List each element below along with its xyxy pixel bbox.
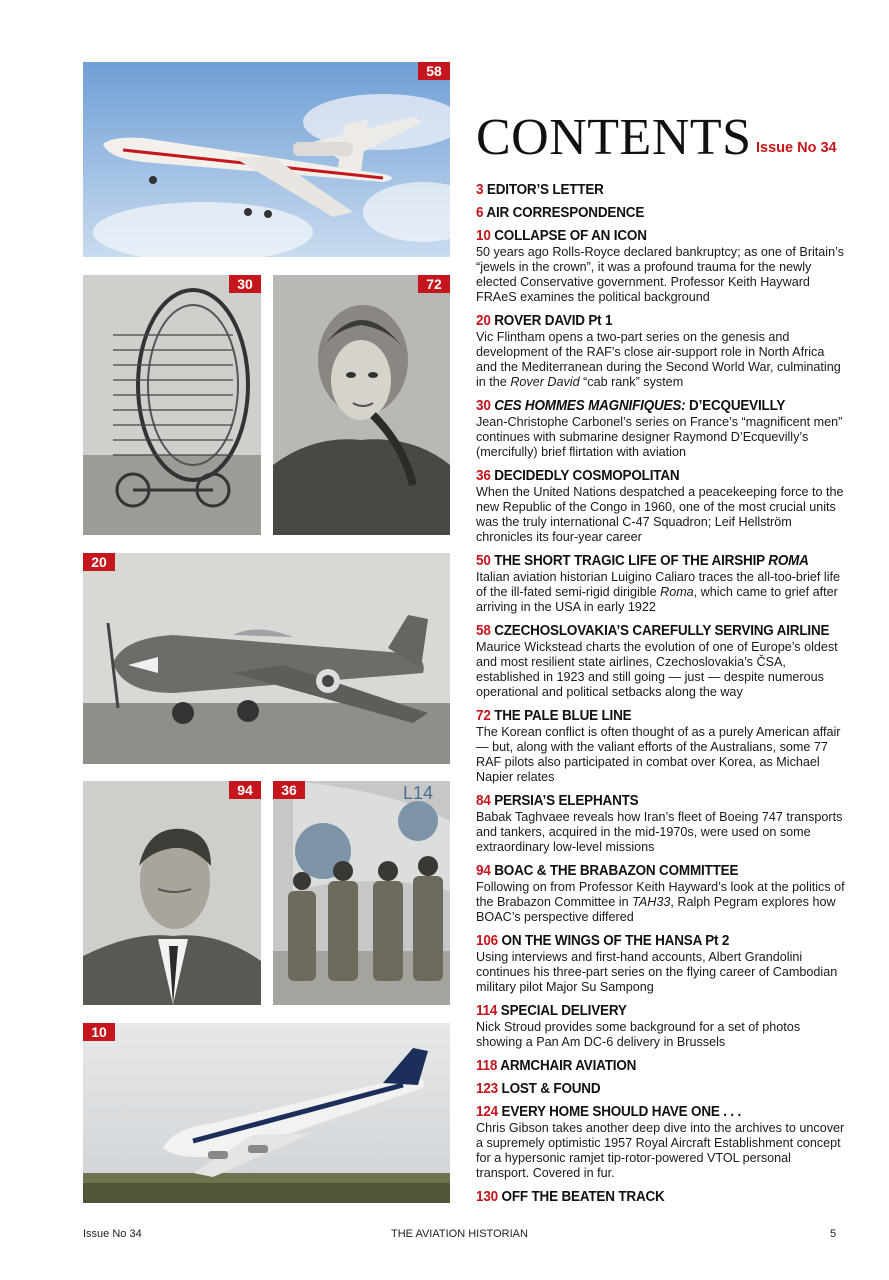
entry-page: 10	[476, 228, 491, 244]
entry-page: 72	[476, 708, 491, 724]
entry-description: Italian aviation historian Luigino Caliaro traces the all-too-brief life of the ill-fated semi-rigid dirigible Roma, which came to grief after arriving in the USA in early 1922	[476, 570, 841, 614]
photo-page-badge: 30	[229, 275, 261, 293]
toc-entry[interactable]	[476, 1189, 846, 1206]
toc-entry[interactable]	[476, 933, 846, 995]
jumbo-jet-photo	[83, 1023, 450, 1203]
entry-page: 124	[476, 1104, 498, 1120]
entry-description: When the United Nations despatched a peacekeeping force to the new Republic of the Congo in 1960, one of the most crucial units was the truly international C-47 Squadron; Leif Hellström chronicles its four-year career	[476, 485, 844, 544]
toc-entry[interactable]	[476, 1003, 846, 1050]
table-of-contents	[476, 182, 846, 1212]
photo-page-badge: 20	[83, 553, 115, 571]
toc-entry[interactable]	[476, 1104, 846, 1181]
svg-text:L14: L14	[403, 783, 434, 803]
entry-description: Babak Taghvaee reveals how Iran’s fleet of Boeing 747 transports and tankers, acquired in the mid-1970s, were used on some extraordinary low-level missions	[476, 810, 843, 854]
entry-title: CZECHOSLOVAKIA’S CAREFULLY SERVING AIRLINE	[494, 623, 830, 639]
entry-page: 130	[476, 1189, 498, 1205]
man-portrait-photo	[83, 781, 261, 1005]
entry-description: Chris Gibson takes another deep dive into the archives to uncover a supremely optimistic 1957 Royal Aircraft Establishment concept for a hypersonic ramjet tip-rotor-powered VTOL personal transport. Covered in fur.	[476, 1121, 845, 1180]
toc-entry[interactable]	[476, 1081, 846, 1098]
toc-entry[interactable]	[476, 468, 846, 545]
toc-entry[interactable]	[476, 228, 846, 305]
entry-title-italic: ROMA	[768, 553, 809, 569]
entry-page: 123	[476, 1081, 498, 1097]
toc-entry[interactable]	[476, 863, 846, 925]
entry-description: Following on from Professor Keith Hayward’s look at the politics of the Brabazon Committee in TAH33, Ralph Pegram explores how BOAC’s perspective differed	[476, 880, 845, 924]
footer-issue: Issue No 34	[83, 1228, 142, 1240]
entry-title: ON THE WINGS OF THE HANSA Pt 2	[501, 933, 730, 949]
toc-entry[interactable]	[476, 708, 846, 785]
toc-entry[interactable]	[476, 205, 846, 222]
entry-page: 106	[476, 933, 498, 949]
entry-description: Maurice Wickstead charts the evolution of one of Europe’s oldest and most resilient state airlines, Czechoslovakia’s ČSA, established in 1923 and still going — just — despite numerous operational and political setbacks along the way	[476, 640, 838, 699]
toc-entry[interactable]	[476, 553, 846, 615]
entry-title: PERSIA’S ELEPHANTS	[494, 793, 639, 809]
page-title: CONTENTS	[476, 109, 752, 166]
entry-description: Vic Flintham opens a two-part series on the genesis and development of the RAF’s close air-support role in North Africa and the Mediterranean during the Second World War, culminating in the Rover David “cab rank” system	[476, 330, 841, 389]
photo-page-badge: 58	[418, 62, 450, 80]
footer-publication: THE AVIATION HISTORIAN	[391, 1228, 528, 1240]
photo-page-badge: 72	[418, 275, 450, 293]
submarine-contraption-photo	[83, 275, 261, 535]
photo-page-badge: 94	[229, 781, 261, 799]
entry-title: SPECIAL DELIVERY	[500, 1003, 627, 1019]
entry-page: 84	[476, 793, 491, 809]
toc-entry[interactable]	[476, 398, 846, 460]
entry-description: Using interviews and first-hand accounts, Albert Grandolini continues his three-part series on the flying career of Cambodian military pilot Major Su Sampong	[476, 950, 838, 994]
toc-entry[interactable]	[476, 793, 846, 855]
entry-page: 50	[476, 553, 491, 569]
issue-label: Issue No 34	[756, 140, 837, 156]
entry-title: COLLAPSE OF AN ICON	[494, 228, 647, 244]
entry-title: EVERY HOME SHOULD HAVE ONE . . .	[501, 1104, 742, 1120]
entry-page: 30	[476, 398, 491, 414]
pilot-portrait-photo	[273, 275, 450, 535]
toc-entry[interactable]	[476, 623, 846, 700]
entry-page: 36	[476, 468, 491, 484]
entry-title: LOST & FOUND	[501, 1081, 601, 1097]
entry-description: 50 years ago Rolls-Royce declared bankruptcy; as one of Britain’s “jewels in the crown”, it was a profound trauma for the newly elected Conservative government. Professor Keith Hayward FRAeS examines the political background	[476, 245, 844, 304]
toc-entry[interactable]	[476, 313, 846, 390]
entry-title: THE PALE BLUE LINE	[494, 708, 632, 724]
entry-page: 6	[476, 205, 484, 221]
photo-page-badge: 10	[83, 1023, 115, 1041]
entry-description: Jean-Christophe Carbonel’s series on France’s “magnificent men” continues with submarine designer Raymond D’Ecquevilly’s (mercifully) brief flirtation with aviation	[476, 415, 843, 459]
entry-title: EDITOR’S LETTER	[486, 182, 604, 198]
entry-page: 3	[476, 182, 484, 198]
fighter-aircraft-photo	[83, 553, 450, 764]
entry-title: D’ECQUEVILLY	[685, 398, 786, 414]
entry-page: 94	[476, 863, 491, 879]
entry-description: The Korean conflict is often thought of as a purely American affair — but, along with the valiant efforts of the Australians, some 77 RAF pilots also participated in combat over Korea, as Michael Napier relates	[476, 725, 841, 784]
toc-entry[interactable]	[476, 182, 846, 199]
un-crew-photo	[273, 781, 450, 1005]
entry-page: 114	[476, 1003, 498, 1019]
entry-title: ARMCHAIR AVIATION	[500, 1058, 637, 1074]
airliner-photo	[83, 62, 450, 257]
entry-page: 118	[476, 1058, 498, 1074]
entry-title: DECIDEDLY COSMOPOLITAN	[494, 468, 680, 484]
entry-page: 58	[476, 623, 491, 639]
entry-title: AIR CORRESPONDENCE	[486, 205, 645, 221]
entry-title-italic: CES HOMMES MAGNIFIQUES:	[494, 398, 686, 414]
footer-page-number: 5	[830, 1228, 837, 1240]
entry-description: Nick Stroud provides some background for a set of photos showing a Pan Am DC-6 delivery in Brussels	[476, 1020, 801, 1049]
entry-title: THE SHORT TRAGIC LIFE OF THE AIRSHIP	[494, 553, 769, 569]
photo-page-badge: 36	[273, 781, 305, 799]
entry-title: ROVER DAVID Pt 1	[494, 313, 613, 329]
toc-entry[interactable]	[476, 1058, 846, 1075]
entry-title: BOAC & THE BRABAZON COMMITTEE	[494, 863, 739, 879]
entry-page: 20	[476, 313, 491, 329]
entry-title: OFF THE BEATEN TRACK	[501, 1189, 665, 1205]
